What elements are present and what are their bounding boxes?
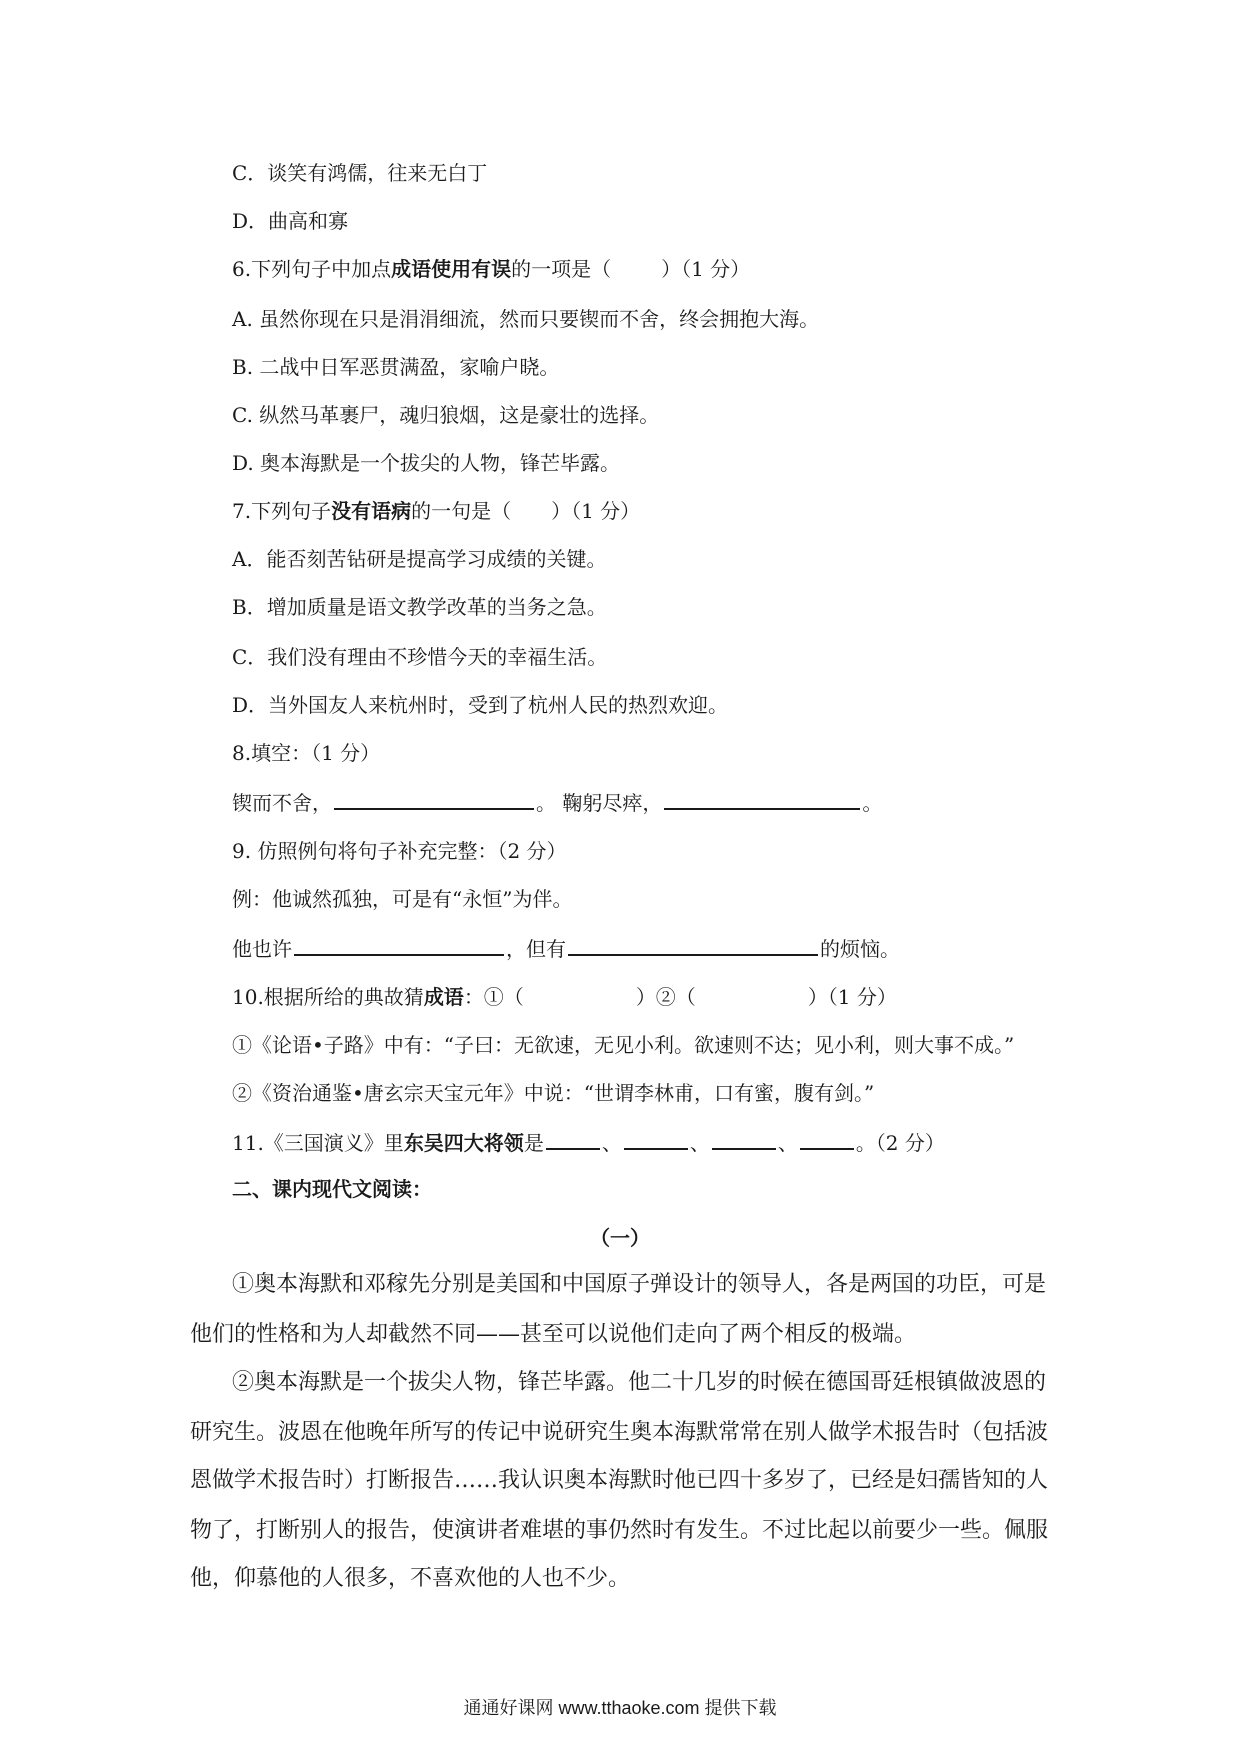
q6-option-b: B. 二战中日军恶贯满盈，家喻户晓。 <box>232 355 560 379</box>
section-heading: 二、课内现代文阅读： <box>232 1177 432 1201</box>
q8-stem: 8.填空：（1 分） <box>232 741 381 765</box>
q10-stem <box>232 982 897 1012</box>
q9-example: 例：他诚然孤独，可是有“永恒”为伴。 <box>232 887 573 911</box>
q7-stem-emphasis: 没有语病 <box>331 499 412 523</box>
q7-option-d: D．当外国友人来杭州时，受到了杭州人民的热烈欢迎。 <box>232 693 729 717</box>
q9-part-c: 的烦恼。 <box>820 937 900 961</box>
q8-fill-line <box>232 786 882 816</box>
footer-download-note: 通通好课网 www.tthaoke.com 提供下载 <box>463 1698 777 1718</box>
q11-stem-part: 11.《三国演义》里 <box>232 1131 404 1155</box>
passage-p2-line4: 物了，打断别人的报告，使演讲者难堪的事仍然时有发生。不过比起以前要少一些。佩服 <box>190 1518 1049 1543</box>
q6-option-c: C. 纵然马革裹尸，魂归狼烟，这是豪壮的选择。 <box>232 403 660 427</box>
q6-stem <box>232 254 750 284</box>
q11-end: 。（2 分） <box>855 1131 945 1155</box>
q9-blank-1[interactable] <box>294 932 504 956</box>
q6-stem-emphasis: 成语使用有误 <box>391 257 512 281</box>
q9-stem: 9. 仿照例句将句子补充完整：（2 分） <box>232 839 567 863</box>
q7-option-c: C．我们没有理由不珍惜今天的幸福生活。 <box>232 645 608 669</box>
q6-stem-part: 6.下列句子中加点 <box>232 257 392 281</box>
q5-option-d: D．曲高和寡 <box>232 209 349 233</box>
q8-blank-1[interactable] <box>334 786 534 810</box>
q10-stem-emphasis: 成语 <box>423 985 464 1009</box>
q11-stem <box>232 1126 945 1156</box>
q11-separator: 、 <box>601 1131 622 1155</box>
q7-option-a: A．能否刻苦钻研是提高学习成绩的关键。 <box>232 547 607 571</box>
q7-stem-part: ）（1 分） <box>551 499 641 523</box>
q10-reference-2: ②《资治通鉴•唐玄宗天宝元年》中说：“世谓李林甫，口有蜜，腹有剑。” <box>232 1081 875 1105</box>
q11-stem-part: 是 <box>523 1131 544 1155</box>
q11-separator: 、 <box>689 1131 710 1155</box>
q7-stem <box>232 496 640 526</box>
q11-stem-emphasis: 东吴四大将领 <box>403 1131 524 1155</box>
passage-p1-line2: 他们的性格和为人却截然不同——甚至可以说他们走向了两个相反的极端。 <box>190 1322 917 1347</box>
q8-part-b: 。 鞠躬尽瘁， <box>536 791 663 815</box>
q6-option-d: D. 奥本海默是一个拔尖的人物，锋芒毕露。 <box>232 451 621 475</box>
passage-subtitle: （一） <box>590 1226 650 1250</box>
passage-p2-line5: 他，仰慕他的人很多，不喜欢他的人也不少。 <box>190 1566 631 1591</box>
q6-stem-part: 的一项是（ <box>511 257 612 281</box>
q10-reference-1: ①《论语•子路》中有：“子曰：无欲速，无见小利。欲速则不达；见小利，则大事不成。” <box>232 1033 1015 1057</box>
passage-p2-line1: ②奥本海默是一个拔尖人物，锋芒毕露。他二十几岁的时候在德国哥廷根镇做波恩的 <box>232 1370 1047 1395</box>
q5-option-c: C．谈笑有鸿儒，往来无白丁 <box>232 161 488 185</box>
q9-blank-2[interactable] <box>568 932 818 956</box>
q7-stem-part: 7.下列句子 <box>232 499 332 523</box>
q7-stem-part: 的一句是（ <box>411 499 512 523</box>
q10-stem-part: ）（1 分） <box>807 985 897 1009</box>
q7-option-b: B．增加质量是语文教学改革的当务之急。 <box>232 595 607 619</box>
q8-part-c: 。 <box>862 791 883 815</box>
passage-p1-line1: ①奥本海默和邓稼先分别是美国和中国原子弹设计的领导人，各是两国的功臣，可是 <box>232 1272 1047 1297</box>
q10-stem-part: 10.根据所给的典故猜 <box>232 985 424 1009</box>
q8-part-a: 锲而不舍， <box>232 791 332 815</box>
q10-stem-part: ）②（ <box>635 985 696 1009</box>
q11-blank-3[interactable] <box>712 1126 776 1150</box>
passage-p2-line3: 恩做学术报告时）打断报告……我认识奥本海默时他已四十多岁了，已经是妇孺皆知的人 <box>190 1468 1049 1493</box>
q6-stem-part: ）（1 分） <box>661 257 751 281</box>
q10-stem-part: ：①（ <box>463 985 524 1009</box>
passage-p2-line2: 研究生。波恩在他晚年所写的传记中说研究生奥本海默常常在别人做学术报告时（包括波 <box>190 1420 1049 1445</box>
q11-blank-4[interactable] <box>800 1126 854 1150</box>
q9-part-b: ，但有 <box>506 937 566 961</box>
q11-separator: 、 <box>777 1131 798 1155</box>
q8-blank-2[interactable] <box>664 786 860 810</box>
q6-option-a: A. 虽然你现在只是涓涓细流，然而只要锲而不舍，终会拥抱大海。 <box>232 307 820 331</box>
q11-blank-2[interactable] <box>624 1126 688 1150</box>
q11-blank-1[interactable] <box>546 1126 600 1150</box>
q9-fill-line <box>232 932 900 962</box>
q9-part-a: 他也许 <box>232 937 292 961</box>
